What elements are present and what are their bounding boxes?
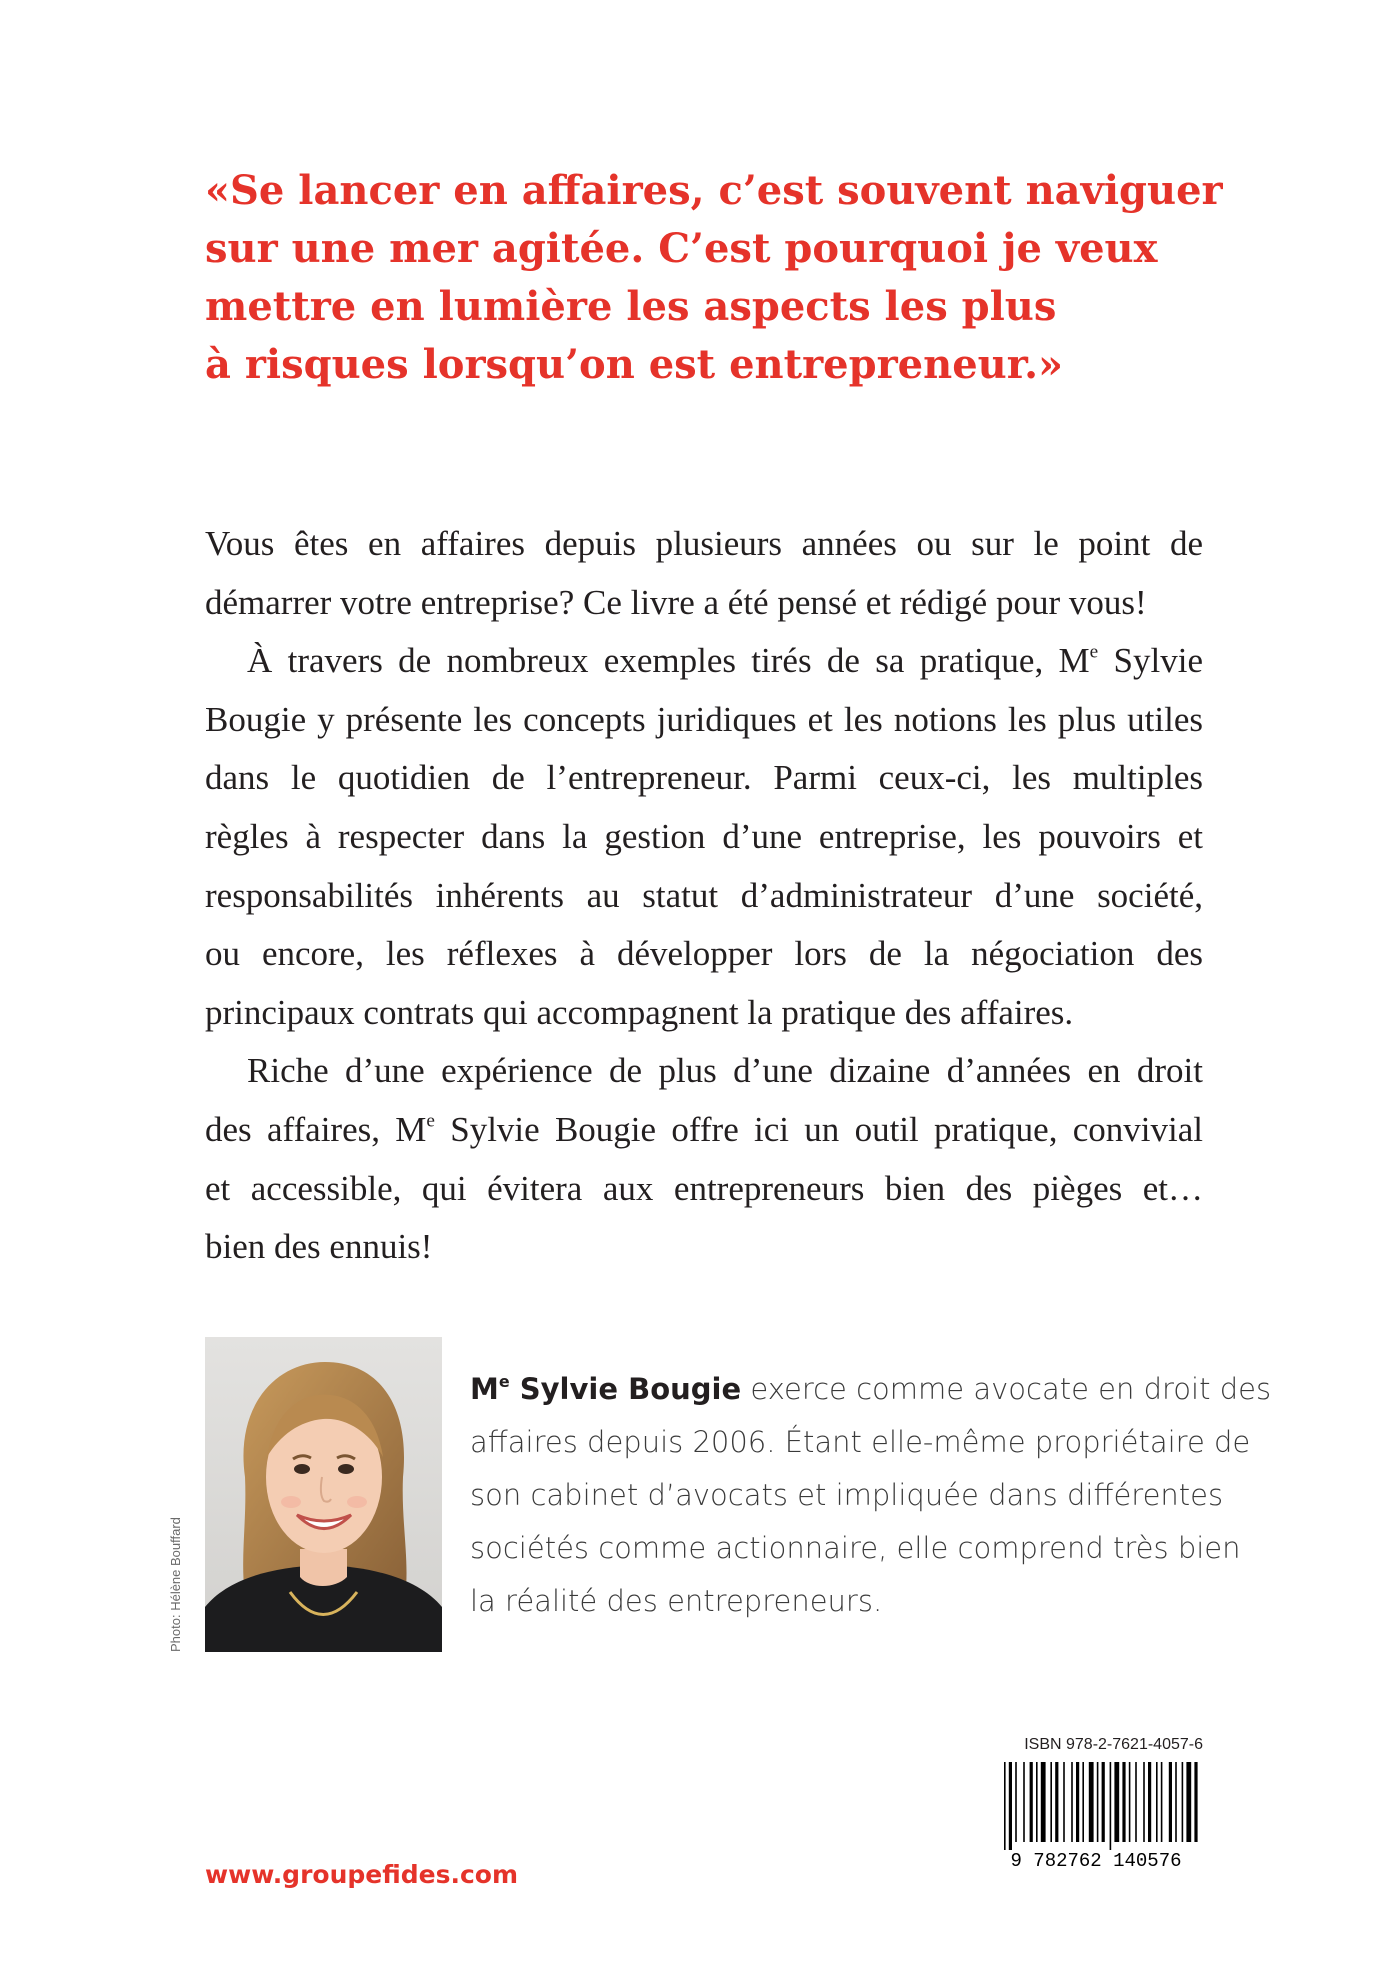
text-fragment: M xyxy=(470,1372,499,1406)
description-paragraph-1 xyxy=(205,515,1203,632)
barcode-bar xyxy=(1041,1762,1046,1842)
barcode-bar xyxy=(1076,1762,1079,1842)
barcode-bar xyxy=(1194,1762,1197,1842)
text-line: sociétés comme actionnaire, elle comprend très bien xyxy=(470,1531,1241,1565)
barcode-bar xyxy=(1009,1762,1012,1850)
barcode-bar xyxy=(1122,1762,1125,1842)
barcode-bar xyxy=(1129,1762,1131,1842)
text-fragment: Sylvie Bougie offre ici un outil pratique, convivial xyxy=(434,1109,1203,1149)
text-fragment: À travers de nombreux exemples tirés de sa pratique, M xyxy=(247,641,1090,681)
text-line: la réalité des entrepreneurs. xyxy=(470,1584,883,1618)
barcode-bar xyxy=(1169,1762,1172,1842)
description-paragraph-3 xyxy=(205,1042,1203,1276)
photo-credit: Photo: Hélène Bouffard xyxy=(168,1517,183,1652)
barcode-bar xyxy=(1156,1762,1158,1842)
pull-quote-line: «Se lancer en affaires, c’est souvent naviguer xyxy=(205,167,1223,214)
text-fragment: Sylvie Bougie xyxy=(509,1372,742,1406)
barcode-bar xyxy=(1055,1762,1058,1842)
isbn-label: ISBN 978-2-7621-4057-6 xyxy=(1024,1736,1203,1753)
text-line: principaux contrats qui accompagnent la pratique des affaires. xyxy=(205,992,1074,1032)
barcode-bar xyxy=(1110,1762,1112,1850)
barcode-bar xyxy=(1089,1762,1094,1842)
isbn-barcode xyxy=(990,1762,1203,1870)
text-line: dans le quotidien de l’entrepreneur. Parmi ceux-ci, les multiples xyxy=(205,758,1203,798)
text-fragment: des affaires, M xyxy=(205,1109,427,1149)
text-fragment: exerce comme avocate en droit des xyxy=(741,1372,1272,1406)
text-line: Bougie y présente les concepts juridiques et les notions les plus utiles xyxy=(205,699,1203,739)
text-line: règles à respecter dans la gestion d’une entreprise, les pouvoirs et xyxy=(205,816,1203,856)
text-line xyxy=(205,1101,1203,1160)
barcode-bar xyxy=(1114,1762,1119,1842)
barcode-bar xyxy=(1143,1762,1145,1842)
pull-quote xyxy=(205,162,1225,394)
author-bio xyxy=(470,1363,1272,1628)
author-name xyxy=(470,1372,741,1406)
barcode-bar xyxy=(1071,1762,1073,1842)
text-line xyxy=(205,632,1203,691)
text-line: Vous êtes en affaires depuis plusieurs années ou sur le point de xyxy=(205,524,1203,563)
text-line: affaires depuis 2006. Étant elle-même propriétaire de xyxy=(470,1425,1251,1459)
pull-quote-line: mettre en lumière les aspects les plus xyxy=(205,283,1057,330)
book-description xyxy=(205,515,1203,1277)
barcode-bar xyxy=(1148,1762,1151,1842)
barcode-digits: 9 782762 140576 xyxy=(1010,1850,1182,1870)
barcode-bar xyxy=(1102,1762,1105,1842)
barcode-bar xyxy=(1161,1762,1163,1842)
barcode-bar xyxy=(1050,1762,1052,1842)
superscript: e xyxy=(426,1110,435,1132)
text-line: son cabinet d’avocats et impliquée dans différentes xyxy=(470,1478,1224,1512)
barcode-bar xyxy=(1015,1762,1017,1842)
text-line: Riche d’une expérience de plus d’une dizaine d’années en droit xyxy=(247,1051,1203,1091)
barcode-bar xyxy=(1030,1762,1033,1842)
pull-quote-line: à risques lorsqu’on est entrepreneur.» xyxy=(205,341,1064,388)
barcode-bar xyxy=(1082,1762,1084,1842)
barcode-bar xyxy=(1023,1762,1025,1842)
barcode-bar xyxy=(1175,1762,1177,1842)
barcode-bar xyxy=(1135,1762,1137,1842)
superscript: e xyxy=(498,1372,510,1392)
superscript: e xyxy=(1089,641,1099,663)
publisher-website: www.groupefides.com xyxy=(205,1860,519,1889)
text-fragment: Sylvie xyxy=(1098,641,1203,681)
pull-quote-line: sur une mer agitée. C’est pourquoi je veux xyxy=(205,225,1158,272)
text-line: bien des ennuis! xyxy=(205,1227,433,1267)
barcode-bar xyxy=(1097,1762,1099,1842)
description-paragraph-2 xyxy=(205,632,1203,1042)
text-line: démarrer votre entreprise? Ce livre a été pensé et rédigé pour vous! xyxy=(205,582,1147,622)
text-line: et accessible, qui évitera aux entrepreneurs bien des pièges et… xyxy=(205,1168,1203,1208)
author-photo xyxy=(205,1337,442,1652)
barcode-bar xyxy=(1186,1762,1191,1842)
barcode-bar xyxy=(1182,1762,1184,1842)
text-line: ou encore, les réflexes à développer lors de la négociation des xyxy=(205,934,1203,974)
text-line: responsabilités inhérents au statut d’administrateur d’une société, xyxy=(205,875,1203,915)
barcode-bar xyxy=(1004,1762,1006,1850)
barcode-bar xyxy=(1063,1762,1065,1842)
barcode-bar xyxy=(1036,1762,1038,1842)
text-line xyxy=(470,1363,1272,1416)
